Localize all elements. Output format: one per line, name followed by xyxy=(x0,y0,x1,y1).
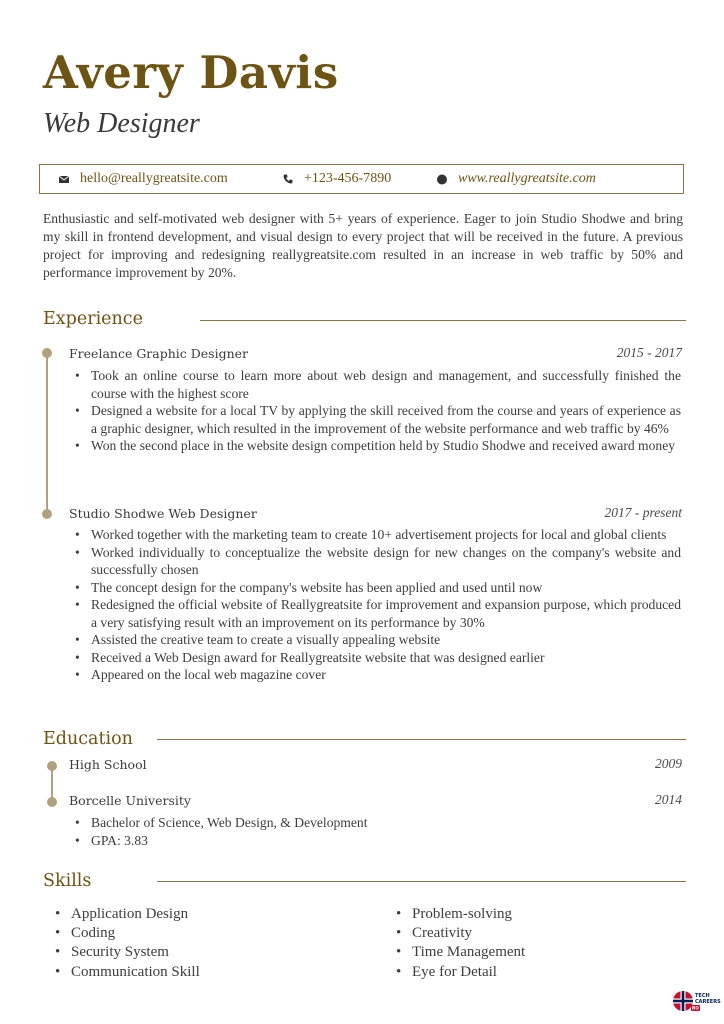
experience-heading: Experience xyxy=(43,309,143,329)
globe-icon xyxy=(436,173,448,185)
list-item: • Appeared on the local web magazine cover xyxy=(71,666,681,684)
logo-text-line1: TECH xyxy=(695,993,710,999)
logo-badge: NO xyxy=(692,1005,699,1011)
education-date: 2014 xyxy=(655,792,682,807)
envelope-icon xyxy=(58,173,70,185)
education-divider xyxy=(157,739,686,740)
list-item: • The concept design for the company's website has been applied and used until now xyxy=(71,579,681,597)
list-item: • Took an online course to learn more about web design and management, and successfully finished the course with the highest score xyxy=(71,367,681,402)
tech-careers-logo xyxy=(672,987,721,1015)
education-heading: Education xyxy=(43,729,133,749)
list-item: • Eye for Detail xyxy=(394,963,525,982)
list-item: • Application Design xyxy=(53,905,200,924)
resume-role: Web Designer xyxy=(43,108,200,139)
job-date: 2015 - 2017 xyxy=(616,345,682,360)
list-item: • GPA: 3.83 xyxy=(71,832,681,850)
contact-phone[interactable] xyxy=(282,171,391,187)
list-item: • Communication Skill xyxy=(53,963,200,982)
experience-timeline xyxy=(46,353,48,515)
resume-name: Avery Davis xyxy=(43,46,339,99)
education-date: 2009 xyxy=(655,756,682,771)
experience-divider xyxy=(200,320,686,321)
education-title: High School xyxy=(69,757,147,772)
email-text: hello@reallygreatsite.com xyxy=(80,171,228,186)
list-item: • Designed a website for a local TV by applying the skill received from the course and years of experience as a graphic designer, which resulted in the improvement of the website performance and web traffic by 46% xyxy=(71,402,681,437)
website-text: www.reallygreatsite.com xyxy=(458,171,596,186)
education-bullets xyxy=(71,814,681,849)
contact-bar xyxy=(39,164,684,194)
education-title: Borcelle University xyxy=(69,793,191,808)
timeline-dot xyxy=(42,348,52,358)
job-date: 2017 - present xyxy=(604,505,682,520)
job-bullets xyxy=(71,526,681,684)
list-item: • Assisted the creative team to create a visually appealing website xyxy=(71,631,681,649)
phone-icon xyxy=(282,173,294,185)
skills-heading: Skills xyxy=(43,871,92,891)
list-item: • Received a Web Design award for Reallygreatsite website that was designed earlier xyxy=(71,649,681,667)
summary-paragraph: Enthusiastic and self-motivated web designer with 5+ years of experience. Eager to join Studio Shodwe and bring my skill in frontend development, and visual design to every project that will be received in the future. A previous project for improving and redesigning reallygreatsite.com resulted in an increase in web traffic by 50% and performance improvement by 20%. xyxy=(43,211,683,280)
logo-text-line2: CAREERS xyxy=(695,999,721,1005)
list-item: • Creativity xyxy=(394,924,525,943)
contact-email[interactable] xyxy=(58,171,228,187)
list-item: • Won the second place in the website design competition held by Studio Shodwe and received award money xyxy=(71,437,681,455)
list-item: • Coding xyxy=(53,924,200,943)
job-title: Freelance Graphic Designer xyxy=(69,346,249,361)
list-item: • Worked individually to conceptualize the website design for new changes on the company's website and successfully chosen xyxy=(71,544,681,579)
skills-list-right xyxy=(394,905,525,982)
list-item: • Worked together with the marketing team to create 10+ advertisement projects for local and global clients xyxy=(71,526,681,544)
job-title: Studio Shodwe Web Designer xyxy=(69,506,257,521)
contact-website[interactable] xyxy=(436,171,596,187)
timeline-dot xyxy=(47,761,57,771)
skills-divider xyxy=(157,881,686,882)
timeline-dot xyxy=(42,509,52,519)
list-item: • Security System xyxy=(53,943,200,962)
phone-text: +123-456-7890 xyxy=(304,171,392,186)
list-item: • Problem-solving xyxy=(394,905,525,924)
timeline-dot xyxy=(47,797,57,807)
list-item: • Time Management xyxy=(394,943,525,962)
job-bullets xyxy=(71,367,681,455)
list-item: • Bachelor of Science, Web Design, & Development xyxy=(71,814,681,832)
list-item: • Redesigned the official website of Reallygreatsite for improvement and expansion purpose, which produced a very satisfying result with an improvement on its performance by 30% xyxy=(71,596,681,631)
skills-list-left xyxy=(53,905,200,982)
